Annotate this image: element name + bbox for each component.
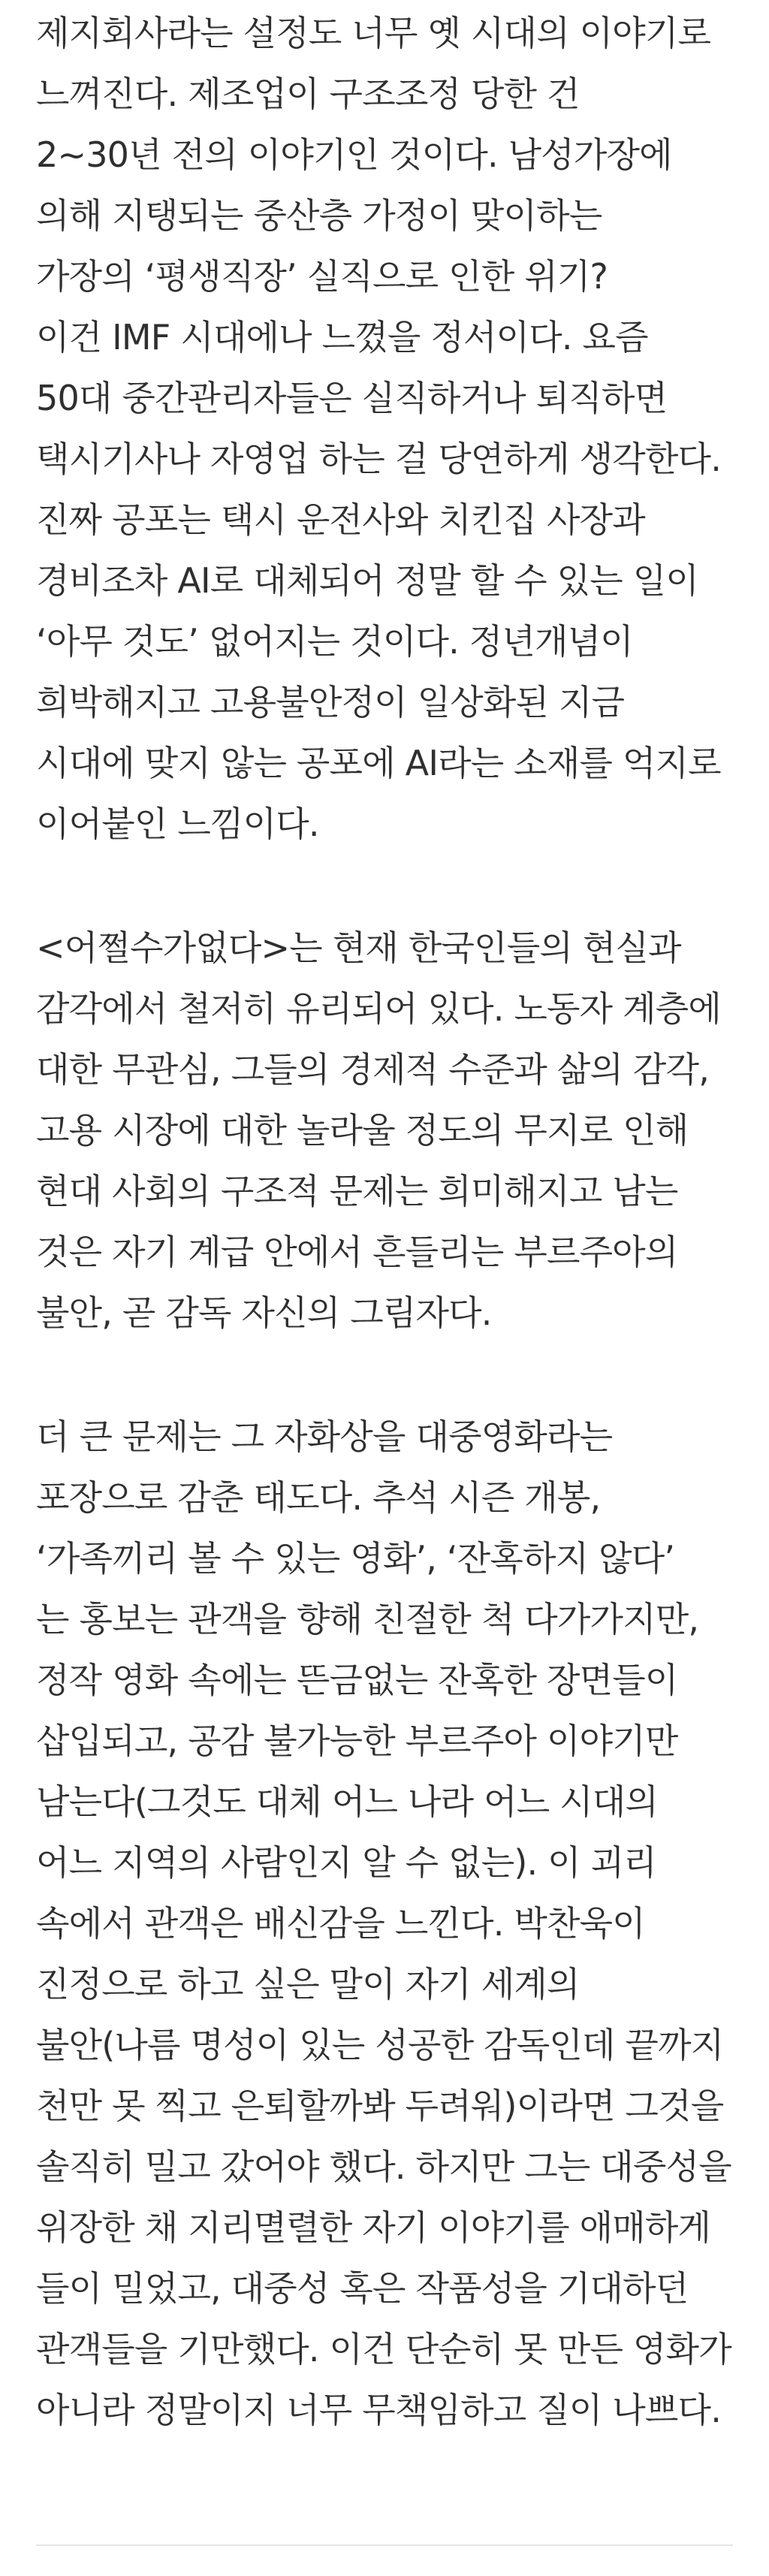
text-line: 포장으로 감춘 태도다. 추석 시즌 개봉, — [36, 1477, 601, 1518]
article-body — [36, 3, 738, 2441]
text-line: 관객들을 기만했다. 이건 단순히 못 만든 영화가 — [36, 2329, 731, 2369]
text-line: 진정으로 하고 싶은 말이 자기 세계의 — [36, 1964, 580, 2004]
text-line: 남는다(그것도 대체 어느 나라 어느 시대의 — [36, 1781, 659, 1822]
bottom-divider — [36, 2544, 733, 2546]
text-line: 가장의 ‘평생직장’ 실직으로 인한 위기? — [36, 256, 608, 297]
text-line: 더 큰 문제는 그 자화상을 대중영화라는 — [36, 1416, 613, 1457]
text-line: 느껴진다. 제조업이 구조조정 당한 건 — [36, 74, 580, 114]
text-line: 시대에 맞지 않는 공포에 AI라는 소재를 억지로 — [36, 743, 721, 783]
text-line: 이건 IMF 시대에나 느꼈을 정서이다. 요즘 — [36, 317, 648, 357]
text-line: 정작 영화 속에는 뜬금없는 잔혹한 장면들이 — [36, 1660, 678, 1700]
text-line: 이어붙인 느낌이다. — [36, 804, 319, 844]
text-line: 50대 중간관리자들은 실직하거나 퇴직하면 — [36, 378, 668, 418]
text-line: ‘가족끼리 볼 수 있는 영화’, ‘잔혹하지 않다’ — [36, 1538, 675, 1579]
text-line: 감각에서 철저히 유리되어 있다. 노동자 계층에 — [36, 988, 722, 1029]
text-line: 택시기사나 자영업 하는 걸 당연하게 생각한다. — [36, 439, 722, 479]
text-line: 삽입되고, 공감 불가능한 부르주아 이야기만 — [36, 1721, 678, 1761]
text-line: 현대 사회의 구조적 문제는 희미해지고 남는 — [36, 1171, 678, 1211]
text-line: 대한 무관심, 그들의 경제적 수준과 삶의 감각, — [36, 1049, 710, 1090]
text-line: 고용 시장에 대한 놀라울 정도의 무지로 인해 — [36, 1110, 689, 1151]
paragraph-spacer — [36, 855, 738, 918]
text-line: 아니라 정말이지 너무 무책임하고 질이 나쁘다. — [36, 2390, 722, 2430]
paragraph-spacer — [36, 1344, 738, 1407]
text-line: 위장한 채 지리멸렬한 자기 이야기를 애매하게 — [36, 2207, 711, 2248]
text-line: 불안(나름 명성이 있는 성공한 감독인데 끝까지 — [36, 2025, 724, 2065]
text-line: 어느 지역의 사람인지 알 수 없는). 이 괴리 — [36, 1842, 656, 1883]
text-line: 들이 밀었고, 대중성 혹은 작품성을 기대하던 — [36, 2268, 689, 2309]
text-line: 의해 지탱되는 중산층 가정이 맞이하는 — [36, 195, 602, 236]
text-line: 것은 자기 계급 안에서 흔들리는 부르주아의 — [36, 1232, 678, 1272]
paragraph-2 — [36, 918, 738, 1344]
text-line: 제지회사라는 설정도 너무 옛 시대의 이야기로 — [36, 13, 711, 53]
text-line: 진짜 공포는 택시 운전사와 치킨집 사장과 — [36, 499, 645, 540]
text-line: 천만 못 찍고 은퇴할까봐 두려워)이라면 그것을 — [36, 2086, 724, 2126]
text-line: <어쩔수가없다>는 현재 한국인들의 현실과 — [36, 928, 681, 968]
paragraph-1 — [36, 3, 738, 855]
text-line: 속에서 관객은 배신감을 느낀다. 박찬욱이 — [36, 1903, 645, 1944]
text-line: 불안, 곧 감독 자신의 그림자다. — [36, 1293, 492, 1333]
text-line: 경비조차 AI로 대체되어 정말 할 수 있는 일이 — [36, 560, 699, 601]
text-line: ‘아무 것도’ 없어지는 것이다. 정년개념이 — [36, 621, 633, 662]
text-line: 솔직히 밀고 갔어야 했다. 하지만 그는 대중성을 — [36, 2146, 731, 2187]
paragraph-3 — [36, 1407, 738, 2441]
text-line: 2~30년 전의 이야기인 것이다. 남성가장에 — [36, 134, 672, 175]
text-line: 는 홍보는 관객을 향해 친절한 척 다가가지만, — [36, 1599, 699, 1639]
text-line: 희박해지고 고용불안정이 일상화된 지금 — [36, 682, 625, 722]
